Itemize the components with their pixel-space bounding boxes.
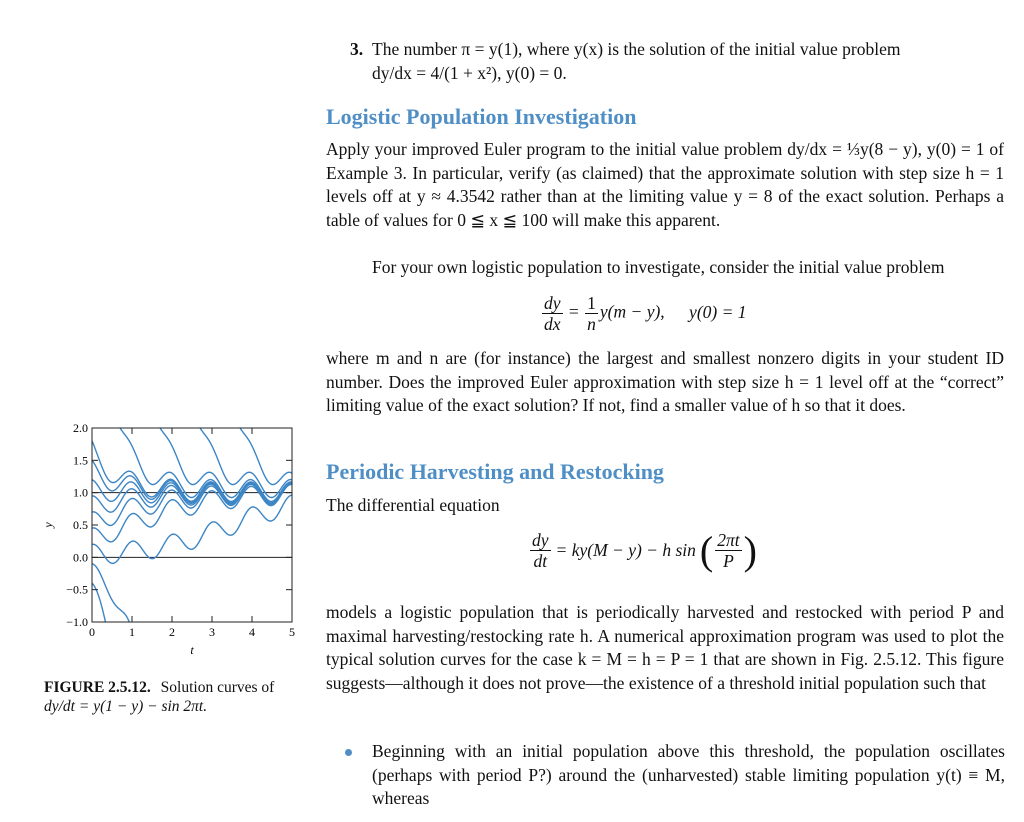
caption-text: Solution curves of (160, 679, 275, 696)
sine-argument-fraction: $\frac{2\pi t}{P}$ (717, 530, 740, 571)
problem-number: 3. (350, 39, 364, 59)
y-tick-label-1: 1.5 (73, 453, 88, 468)
logistic-paragraph-1: Apply your improved Euler program to the initial value problem dy/dx = ⅓y(8 − y), y(0) = 1 of Example 3. In particular, verify (as claimed) that the approximate solution with step size h = 1 levels off at y ≈ 4.3542 rather than at the limiting value y = 8 of the exact solution. Perhaps a table of values for 0 ≦ x ≦ 100 will make this apparent. (326, 139, 1004, 230)
harvesting-paragraph-1: The differential equation (326, 495, 500, 515)
solution-curve-10 (152, 412, 292, 502)
logistic-equation: $\frac{dy}{dx}$ = $\frac{1}{n}$ y(m − y), y(0) = 1 (544, 293, 747, 334)
problem-line-2: dy/dx = 4/(1 + x²), y(0) = 0. (372, 62, 567, 83)
problem-line-1: The number π = y(1), where y(x) is the solution of the initial value problem (372, 39, 901, 59)
y-tick-label-4: 0.0 (73, 550, 88, 565)
dy-dt-fraction: $\frac{dy}{dt}$ (532, 530, 549, 571)
harvesting-rhs: = ky(M − y) − h sin (555, 540, 696, 560)
x-tick-label-2: 2 (169, 625, 175, 639)
x-tick-label-4: 4 (249, 625, 255, 639)
y-tick-label-3: 0.5 (73, 518, 88, 532)
y-axis-label: y (41, 522, 55, 528)
x-tick-label-5: 5 (289, 625, 295, 639)
left-paren: ( (699, 527, 714, 573)
figure-caption (44, 678, 314, 716)
section-title-logistic: Logistic Population Investigation (326, 104, 637, 129)
bullet-dot (345, 749, 352, 756)
figure-label: FIGURE 2.5.12. (44, 679, 151, 696)
solution-curve-12 (232, 412, 292, 485)
plot-frame (92, 428, 292, 622)
logistic-rhs: y(m − y), (599, 301, 665, 322)
section-title-harvesting: Periodic Harvesting and Restocking (326, 459, 664, 484)
bullet-item (345, 740, 1005, 811)
logistic-paragraph-2: For your own logistic population to investigate, consider the initial value problem (372, 257, 945, 277)
y-tick-label-0: 2.0 (73, 421, 88, 435)
dy-dx-fraction: $\frac{dy}{dx}$ (544, 293, 561, 334)
coefficient-fraction: $\frac{1}{n}$ (587, 293, 596, 334)
problem-3 (350, 38, 1004, 85)
x-axis-label: t (190, 643, 194, 657)
caption-equation: dy/dt = y(1 − y) − sin 2πt. (44, 698, 208, 715)
x-tick-label-1: 1 (129, 625, 135, 639)
x-tick-label-3: 3 (209, 625, 215, 639)
harvesting-paragraph-2: models a logistic population that is periodically harvested and restocked with period P and maximal harvesting/restocking rate h. A numerical approximation program was used to plot the typical solution curves for the case k = M = h = P = 1 that are shown in Fig. 2.5.12. This figure suggests—although it does not prove—the existence of a threshold initial population such that (326, 602, 1004, 693)
bullet-text: Beginning with an initial population above this threshold, the population oscillates (perhaps with period P?) around the (unharvested) stable limiting population y(t) ≡ M, whereas (372, 741, 1005, 808)
initial-condition: y(0) = 1 (689, 301, 747, 322)
y-tick-label-6: −1.0 (66, 615, 88, 629)
x-tick-label-0: 0 (89, 625, 95, 639)
right-paren: ) (743, 527, 757, 573)
logistic-paragraph-3: where m and n are (for instance) the largest and smallest nonzero digits in your student ID number. Does the improved Euler approximation with step size h = 1 level off at the “correct” limiting value of the exact solution? If not, find a smaller value of h so that it does. (326, 348, 1004, 415)
y-tick-label-5: −0.5 (66, 582, 88, 597)
solution-curves-chart (30, 412, 310, 662)
y-tick-label-2: 1.0 (73, 485, 88, 500)
harvesting-equation (528, 527, 757, 573)
